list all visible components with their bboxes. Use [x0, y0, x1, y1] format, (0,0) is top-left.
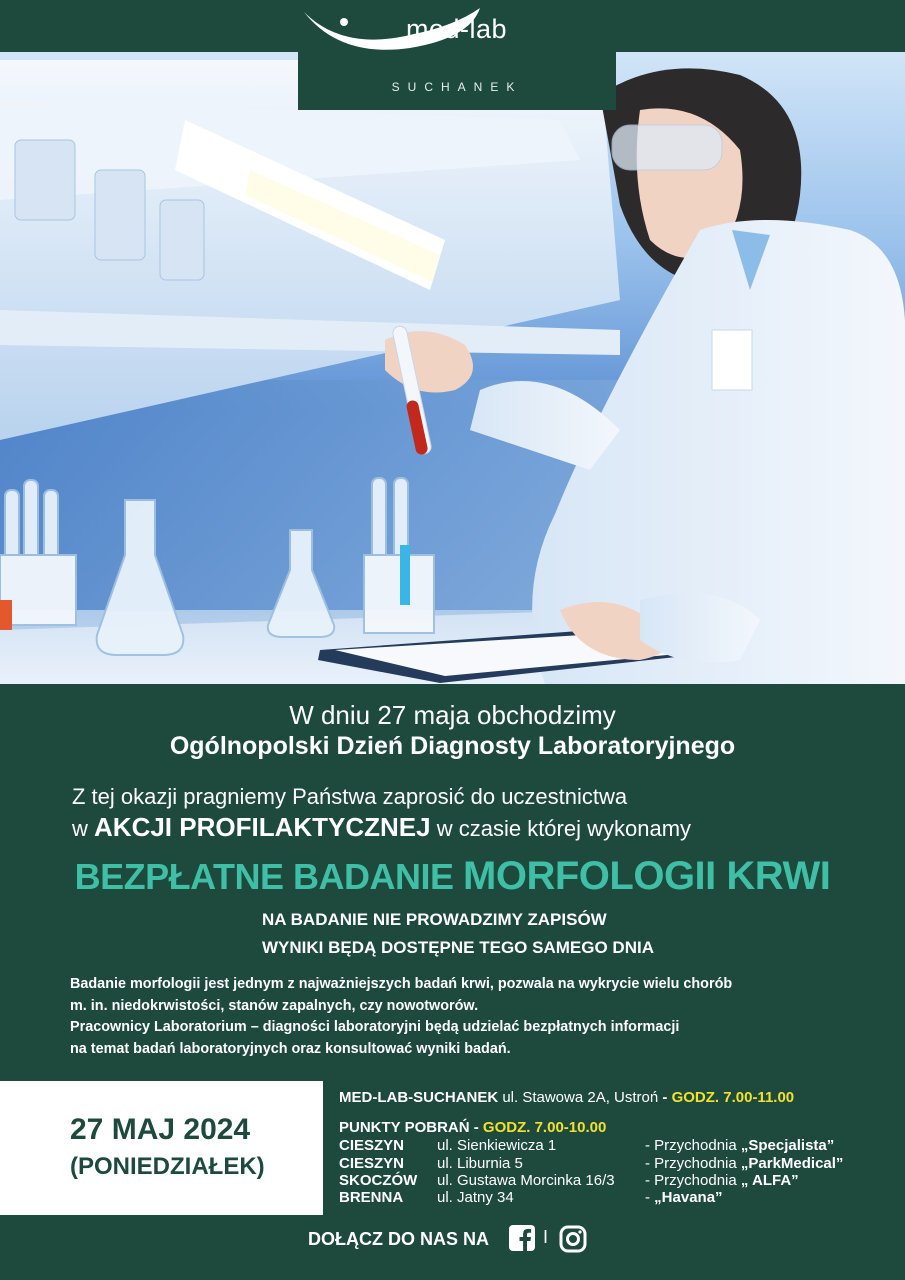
point-city: CIESZYN [339, 1137, 405, 1154]
logo-name: med-lab [406, 14, 508, 44]
description-line: m. in. niedokrwistości, stanów zapalnych, czy nowotworów. [70, 997, 479, 1014]
point-place-prefix: - Przychodnia [645, 1155, 737, 1172]
point-place-name: „ParkMedical” [740, 1155, 844, 1172]
follow-us-text: DOŁĄCZ DO NAS NA [308, 1229, 489, 1249]
intro-line-4 [72, 812, 691, 843]
description [70, 974, 860, 1060]
headline-part-2: MORFOLOGII KRWI [463, 854, 831, 898]
point-city: CIESZYN [339, 1155, 405, 1172]
footer [0, 1215, 905, 1280]
headline [0, 854, 905, 899]
facebook-icon[interactable] [509, 1225, 535, 1251]
point-place [645, 1137, 834, 1155]
description-line: Badanie morfologii jest jednym z najważniejszych badań krwi, pozwala na wykrycie wielu chorób [70, 976, 733, 992]
point-place-name: „Specjalista” [740, 1137, 835, 1154]
main-location [339, 1089, 794, 1106]
description-line: na temat badań laboratoryjnych oraz konsultować wyniki badań. [70, 1040, 511, 1057]
notice-results-same-day: WYNIKI BĘDĄ DOSTĘPNE TEGO SAMEGO DNIA [262, 938, 654, 957]
collection-points-title: PUNKTY POBRAŃ [339, 1119, 470, 1136]
intro-line-4-post: w czasie której wykonamy [436, 816, 692, 841]
point-street: ul. Jatny 34 [437, 1189, 514, 1206]
collection-points-dash: - [473, 1119, 479, 1136]
headline-part-1: BEZPŁATNE BADANIE [74, 856, 454, 897]
point-place [645, 1172, 799, 1190]
main-location-dash: - [662, 1089, 668, 1106]
intro-line-4-pre: w [72, 816, 88, 841]
point-city: SKOCZÓW [339, 1172, 418, 1189]
point-place-prefix: - Przychodnia [645, 1137, 737, 1154]
main-location-hours: GODZ. 7.00-11.00 [671, 1089, 795, 1106]
point-place-prefix: - [645, 1189, 650, 1206]
event-weekday: (PONIEDZIAŁEK) [70, 1153, 265, 1180]
point-street: ul. Liburnia 5 [437, 1155, 523, 1172]
intro-line-1: W dniu 27 maja obchodzimy [289, 700, 616, 730]
point-place-prefix: - Przychodnia [645, 1172, 737, 1189]
info-panel [0, 684, 905, 1081]
main-location-address: ul. Stawowa 2A, Ustroń [502, 1089, 659, 1106]
description-line: Pracownicy Laboratorium – diagności laboratoryjni będą udzielać bezpłatnych informacji [70, 1019, 680, 1035]
point-place-name: „ ALFA” [740, 1172, 799, 1189]
point-place-name: „Havana” [654, 1189, 723, 1206]
collection-points-hours: GODZ. 7.00-10.00 [482, 1119, 607, 1136]
collection-points-heading [339, 1119, 606, 1136]
locations-panel [323, 1081, 905, 1215]
logo-subtitle: SUCHANEK [391, 80, 523, 94]
intro-line-3: Z tej okazji pragniemy Państwa zaprosić do uczestnictwa [72, 784, 628, 809]
point-place [645, 1155, 843, 1173]
intro-title: Ogólnopolski Dzień Diagnosty Laboratoryjnego [169, 732, 736, 760]
action-name: AKCJI PROFILAKTYCZNEJ [94, 812, 431, 842]
logo[interactable] [298, 0, 616, 110]
notice-no-registration: NA BADANIE NIE PROWADZIMY ZAPISÓW [262, 910, 607, 929]
point-city: BRENNA [339, 1189, 404, 1206]
instagram-icon[interactable] [559, 1225, 587, 1253]
event-date: 27 MAJ 2024 [70, 1113, 251, 1146]
separator: I [543, 1227, 549, 1247]
point-street: ul. Sienkiewicza 1 [437, 1137, 557, 1154]
date-box [0, 1081, 323, 1215]
point-street: ul. Gustawa Morcinka 16/3 [437, 1172, 615, 1189]
point-place [645, 1189, 723, 1207]
main-location-name: MED-LAB-SUCHANEK [339, 1089, 499, 1106]
